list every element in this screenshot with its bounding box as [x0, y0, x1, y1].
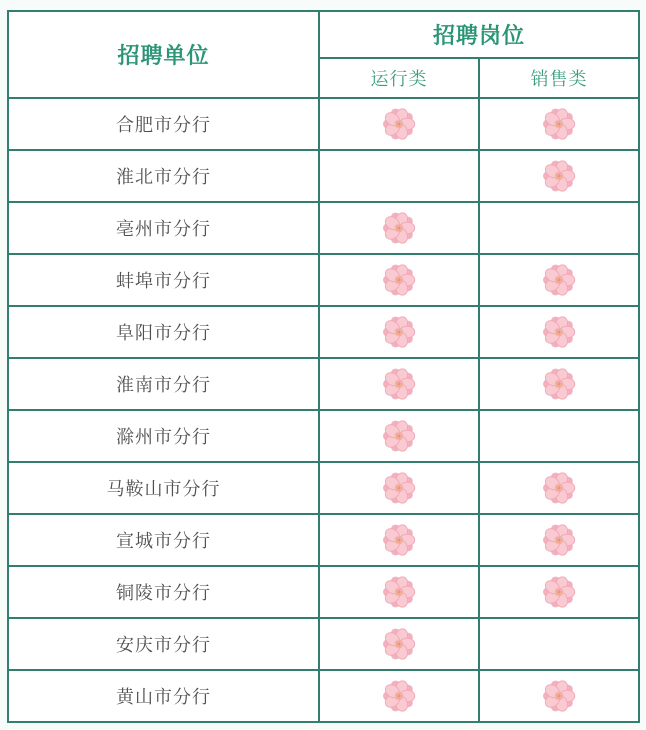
cherry-blossom-icon: [541, 106, 577, 142]
sales-availability-cell: [479, 618, 639, 670]
cherry-blossom-icon: [381, 574, 417, 610]
cherry-blossom-icon: [541, 366, 577, 402]
table-row: [8, 410, 639, 462]
cherry-blossom-icon: [381, 262, 417, 298]
operations-availability-cell: [319, 202, 479, 254]
cherry-blossom-icon: [381, 314, 417, 350]
sales-availability-cell: [479, 98, 639, 150]
table-header: [8, 11, 639, 98]
branch-name: 淮北市分行: [8, 150, 319, 202]
recruitment-table-wrap: [7, 10, 640, 723]
recruitment-table: [7, 10, 640, 723]
branch-name: 宣城市分行: [8, 514, 319, 566]
sales-availability-cell: [479, 514, 639, 566]
cherry-blossom-icon: [381, 678, 417, 714]
operations-availability-cell: [319, 566, 479, 618]
cherry-blossom-icon: [541, 262, 577, 298]
operations-availability-cell: [319, 358, 479, 410]
sales-availability-cell: [479, 254, 639, 306]
sales-availability-cell: [479, 566, 639, 618]
cherry-blossom-icon: [381, 366, 417, 402]
table-row: [8, 462, 639, 514]
table-row: [8, 358, 639, 410]
column-header-operations: 运行类: [319, 58, 479, 98]
cherry-blossom-icon: [381, 106, 417, 142]
cherry-blossom-icon: [541, 522, 577, 558]
sales-availability-cell: [479, 306, 639, 358]
branch-name: 马鞍山市分行: [8, 462, 319, 514]
sales-availability-cell: [479, 150, 639, 202]
sales-availability-cell: [479, 202, 639, 254]
branch-name: 滁州市分行: [8, 410, 319, 462]
cherry-blossom-icon: [381, 626, 417, 662]
column-header-recruiting-unit: 招聘单位: [8, 11, 319, 98]
branch-name: 铜陵市分行: [8, 566, 319, 618]
branch-name: 阜阳市分行: [8, 306, 319, 358]
operations-availability-cell: [319, 410, 479, 462]
cherry-blossom-icon: [541, 470, 577, 506]
header-row-main: [8, 11, 639, 58]
cherry-blossom-icon: [381, 522, 417, 558]
sales-availability-cell: [479, 670, 639, 722]
operations-availability-cell: [319, 514, 479, 566]
table-row: [8, 670, 639, 722]
branch-name: 合肥市分行: [8, 98, 319, 150]
operations-availability-cell: [319, 462, 479, 514]
table-row: [8, 150, 639, 202]
branch-name: 蚌埠市分行: [8, 254, 319, 306]
column-header-recruiting-position: 招聘岗位: [319, 11, 639, 58]
table-row: [8, 306, 639, 358]
operations-availability-cell: [319, 98, 479, 150]
table-row: [8, 618, 639, 670]
table-row: [8, 202, 639, 254]
cherry-blossom-icon: [541, 158, 577, 194]
operations-availability-cell: [319, 670, 479, 722]
cherry-blossom-icon: [381, 210, 417, 246]
cherry-blossom-icon: [541, 574, 577, 610]
table-row: [8, 566, 639, 618]
operations-availability-cell: [319, 254, 479, 306]
operations-availability-cell: [319, 150, 479, 202]
branch-name: 黄山市分行: [8, 670, 319, 722]
cherry-blossom-icon: [541, 678, 577, 714]
table-row: [8, 98, 639, 150]
branch-name: 淮南市分行: [8, 358, 319, 410]
cherry-blossom-icon: [381, 418, 417, 454]
sales-availability-cell: [479, 358, 639, 410]
sales-availability-cell: [479, 462, 639, 514]
table-row: [8, 514, 639, 566]
table-row: [8, 254, 639, 306]
table-body: [8, 98, 639, 722]
branch-name: 安庆市分行: [8, 618, 319, 670]
sales-availability-cell: [479, 410, 639, 462]
cherry-blossom-icon: [541, 314, 577, 350]
branch-name: 亳州市分行: [8, 202, 319, 254]
operations-availability-cell: [319, 618, 479, 670]
cherry-blossom-icon: [381, 470, 417, 506]
column-header-sales: 销售类: [479, 58, 639, 98]
operations-availability-cell: [319, 306, 479, 358]
